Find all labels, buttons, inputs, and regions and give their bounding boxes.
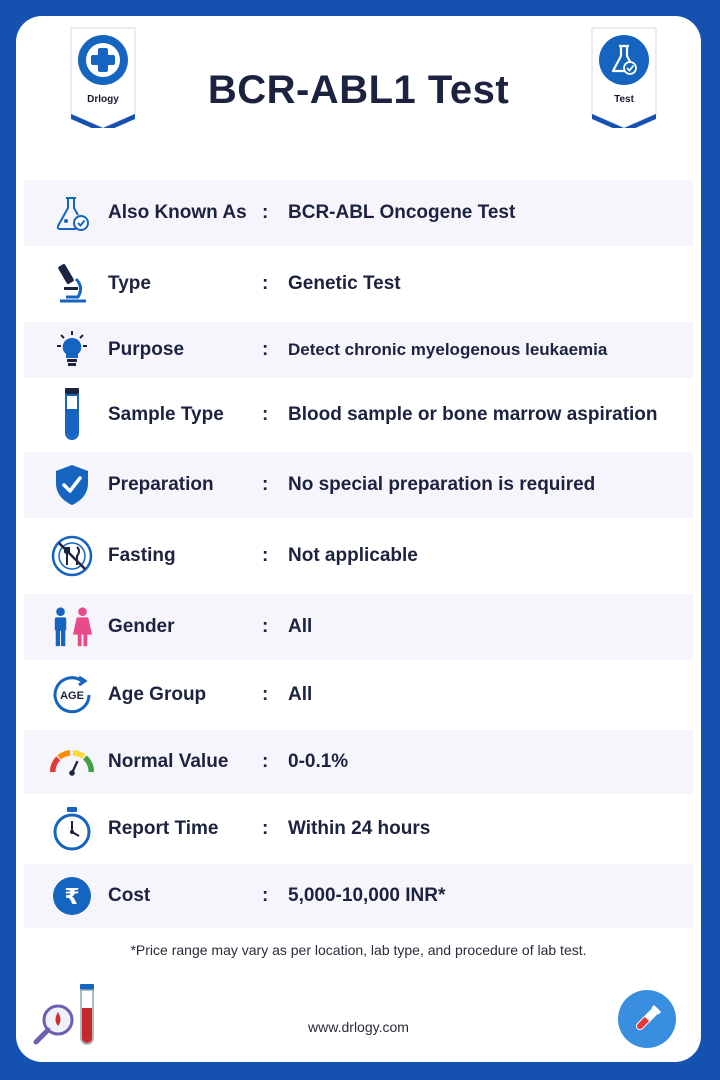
svg-text:₹: ₹ [64,885,80,910]
row-purpose [24,322,693,378]
row-age-group [24,660,693,730]
fasting-icon [50,531,94,581]
test-tube-button[interactable] [618,990,676,1048]
row-colon: : [262,273,269,294]
info-card [16,16,701,1062]
row-label: Cost [108,885,151,906]
row-value: Not applicable [288,545,418,566]
row-colon: : [262,202,269,223]
svg-text:AGE: AGE [60,690,84,702]
row-normal-value [24,730,693,794]
row-gender [24,594,693,660]
row-label: Purpose [108,339,185,360]
row-colon: : [262,474,269,495]
row-value: All [288,684,313,705]
row-label: Age Group [108,684,207,705]
test-tube-icon [50,390,94,440]
drlogy-label: Drlogy [87,94,119,105]
test-label: Test [614,94,634,105]
row-value: All [288,616,313,637]
row-value: Genetic Test [288,273,401,294]
row-value: 5,000-10,000 INR* [288,885,446,906]
lab-test-icon [30,982,100,1053]
row-colon: : [262,818,269,839]
row-label: Report Time [108,818,219,839]
row-colon: : [262,616,269,637]
row-also-known-as [24,180,693,246]
row-label: Normal Value [108,751,229,772]
row-label: Preparation [108,474,214,495]
row-report-time [24,794,693,864]
row-colon: : [262,751,269,772]
row-sample-type [24,378,693,452]
row-label: Type [108,273,151,294]
website-url[interactable]: www.drlogy.com [308,1019,409,1035]
page-title: BCR-ABL1 Test [207,68,510,112]
row-colon: : [262,545,269,566]
price-disclaimer: *Price range may vary as per location, lab type, and procedure of lab test. [130,942,587,958]
stopwatch-icon [50,804,94,854]
lightbulb-icon [50,325,94,375]
gender-icon [50,602,94,652]
row-label: Fasting [108,545,176,566]
shield-check-icon [50,460,94,510]
row-colon: : [262,684,269,705]
row-preparation [24,452,693,518]
row-value: Detect chronic myelogenous leukaemia [288,340,608,359]
test-badge [589,24,659,128]
flask-icon [50,188,94,238]
row-value: 0-0.1% [288,751,349,772]
row-label: Sample Type [108,404,224,425]
row-value: Within 24 hours [288,818,431,839]
row-value: Blood sample or bone marrow aspiration [288,404,658,425]
row-colon: : [262,404,269,425]
row-colon: : [262,339,269,360]
row-label: Also Known As [108,202,247,223]
row-fasting [24,518,693,594]
gauge-icon [50,737,94,787]
row-cost [24,864,693,928]
age-icon [50,670,94,720]
row-label: Gender [108,616,175,637]
row-colon: : [262,885,269,906]
microscope-icon [50,259,94,309]
row-value: BCR-ABL Oncogene Test [288,202,516,223]
rupee-icon [50,871,94,921]
test-tube-icon [630,1002,664,1036]
row-value: No special preparation is required [288,474,596,495]
row-type [24,246,693,322]
